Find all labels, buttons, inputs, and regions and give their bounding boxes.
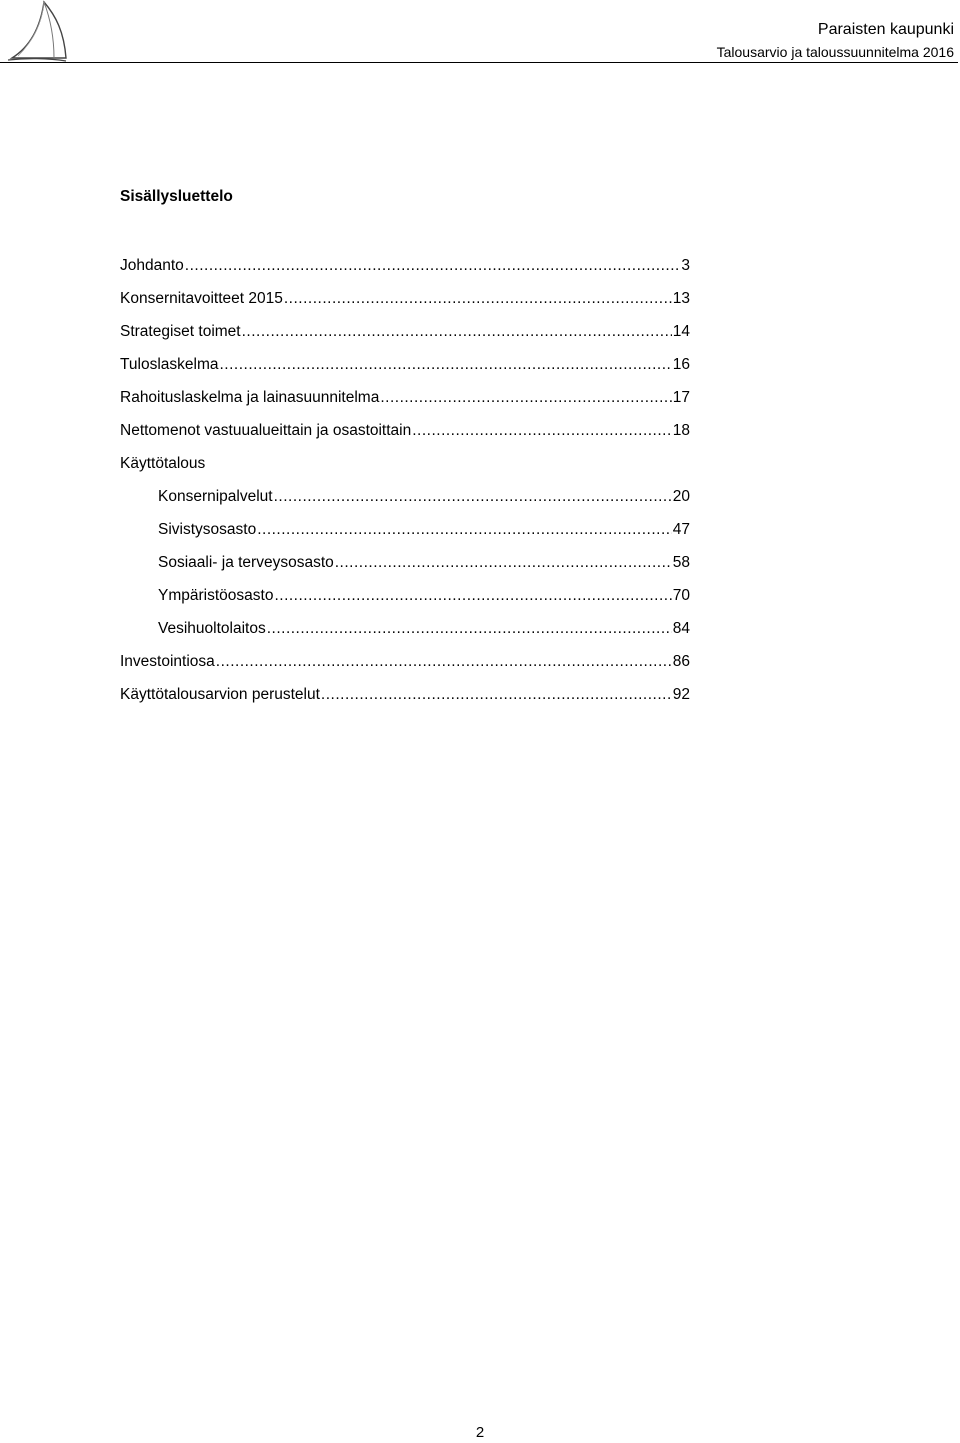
- toc-entry-label: Strategiset toimet: [120, 323, 241, 340]
- toc-entry-page: 86: [672, 653, 690, 670]
- toc-entry-sosiaali-ja-terveysosasto[interactable]: [120, 552, 690, 585]
- toc-leader-dots: [274, 486, 672, 508]
- header-subtitle: Talousarvio ja taloussuunnitelma 2016: [716, 44, 954, 60]
- toc-entry-label: Konsernipalvelut: [158, 488, 273, 505]
- toc-entry-label: Ympäristöosasto: [158, 587, 274, 604]
- toc-entry-page: 92: [672, 686, 690, 703]
- toc-entry-rahoituslaskelma[interactable]: [120, 387, 690, 420]
- toc-entry-tuloslaskelma[interactable]: [120, 354, 690, 387]
- toc-entry-sivistysosasto[interactable]: [120, 519, 690, 552]
- toc-leader-dots: [274, 585, 671, 607]
- toc-leader-dots: [284, 288, 672, 310]
- toc-leader-dots: [257, 519, 672, 541]
- header-text: [717, 19, 954, 63]
- toc-leader-dots: [185, 255, 681, 277]
- toc-entry-label: Rahoituslaskelma ja lainasuunnitelma: [120, 389, 380, 406]
- toc-entry-ymparistoosasto[interactable]: [120, 585, 690, 618]
- toc-entry-label: Käyttötalousarvion perustelut: [120, 686, 320, 703]
- header-divider: [0, 62, 958, 63]
- toc-entry-label: Sosiaali- ja terveysosasto: [158, 554, 334, 571]
- toc-entry-page: 3: [681, 257, 690, 274]
- sail-logo-icon: [4, 0, 68, 64]
- toc-entry-label: Vesihuoltolaitos: [158, 620, 266, 637]
- toc-entry-label: Sivistysosasto: [158, 521, 257, 538]
- toc-leader-dots: [380, 387, 671, 409]
- toc-entry-page: 14: [672, 323, 690, 340]
- toc-entry-kayttotalousarvion-perustelut[interactable]: [120, 684, 690, 717]
- toc-leader-dots: [267, 618, 672, 640]
- toc-entry-page: 13: [672, 290, 690, 307]
- toc-entry-page: 70: [672, 587, 690, 604]
- toc-entry-page: 47: [672, 521, 690, 538]
- toc-entry-label: Nettomenot vastuualueittain ja osastoittain: [120, 422, 412, 439]
- toc-entry-page: 17: [672, 389, 690, 406]
- page-number: 2: [475, 1424, 485, 1441]
- toc-entry-johdanto[interactable]: [120, 255, 690, 288]
- toc-entry-investointiosa[interactable]: [120, 651, 690, 684]
- toc-leader-dots: [220, 354, 672, 376]
- page-header: [0, 0, 960, 64]
- toc-entry-konsernitavoitteet[interactable]: [120, 288, 690, 321]
- toc-entry-label: Käyttötalous: [120, 455, 206, 472]
- toc-entry-page: 84: [672, 620, 690, 637]
- toc-entry-page: 16: [672, 356, 690, 373]
- toc-entry-konsernipalvelut[interactable]: [120, 486, 690, 519]
- toc-leader-dots: [335, 552, 672, 574]
- toc-entry-vesihuoltolaitos[interactable]: [120, 618, 690, 651]
- toc-leader-dots: [321, 684, 672, 706]
- toc-entry-label: Investointiosa: [120, 653, 215, 670]
- toc-entry-strategiset-toimet[interactable]: [120, 321, 690, 354]
- toc-entry-label: Johdanto: [120, 257, 184, 274]
- toc-leader-dots: [412, 420, 672, 442]
- toc-entry-page: 18: [672, 422, 690, 439]
- table-of-contents: [120, 255, 690, 717]
- toc-entry-page: 58: [672, 554, 690, 571]
- toc-leader-dots: [242, 321, 672, 343]
- toc-leader-dots: [216, 651, 672, 673]
- toc-entry-label: Konsernitavoitteet 2015: [120, 290, 283, 307]
- toc-entry-label: Tuloslaskelma: [120, 356, 219, 373]
- toc-entry-page: 20: [672, 488, 690, 505]
- toc-entry-kayttotalous[interactable]: [120, 453, 690, 486]
- header-title: Paraisten kaupunki: [817, 21, 954, 38]
- toc-entry-nettomenot[interactable]: [120, 420, 690, 453]
- toc-heading: Sisällysluettelo: [120, 188, 233, 205]
